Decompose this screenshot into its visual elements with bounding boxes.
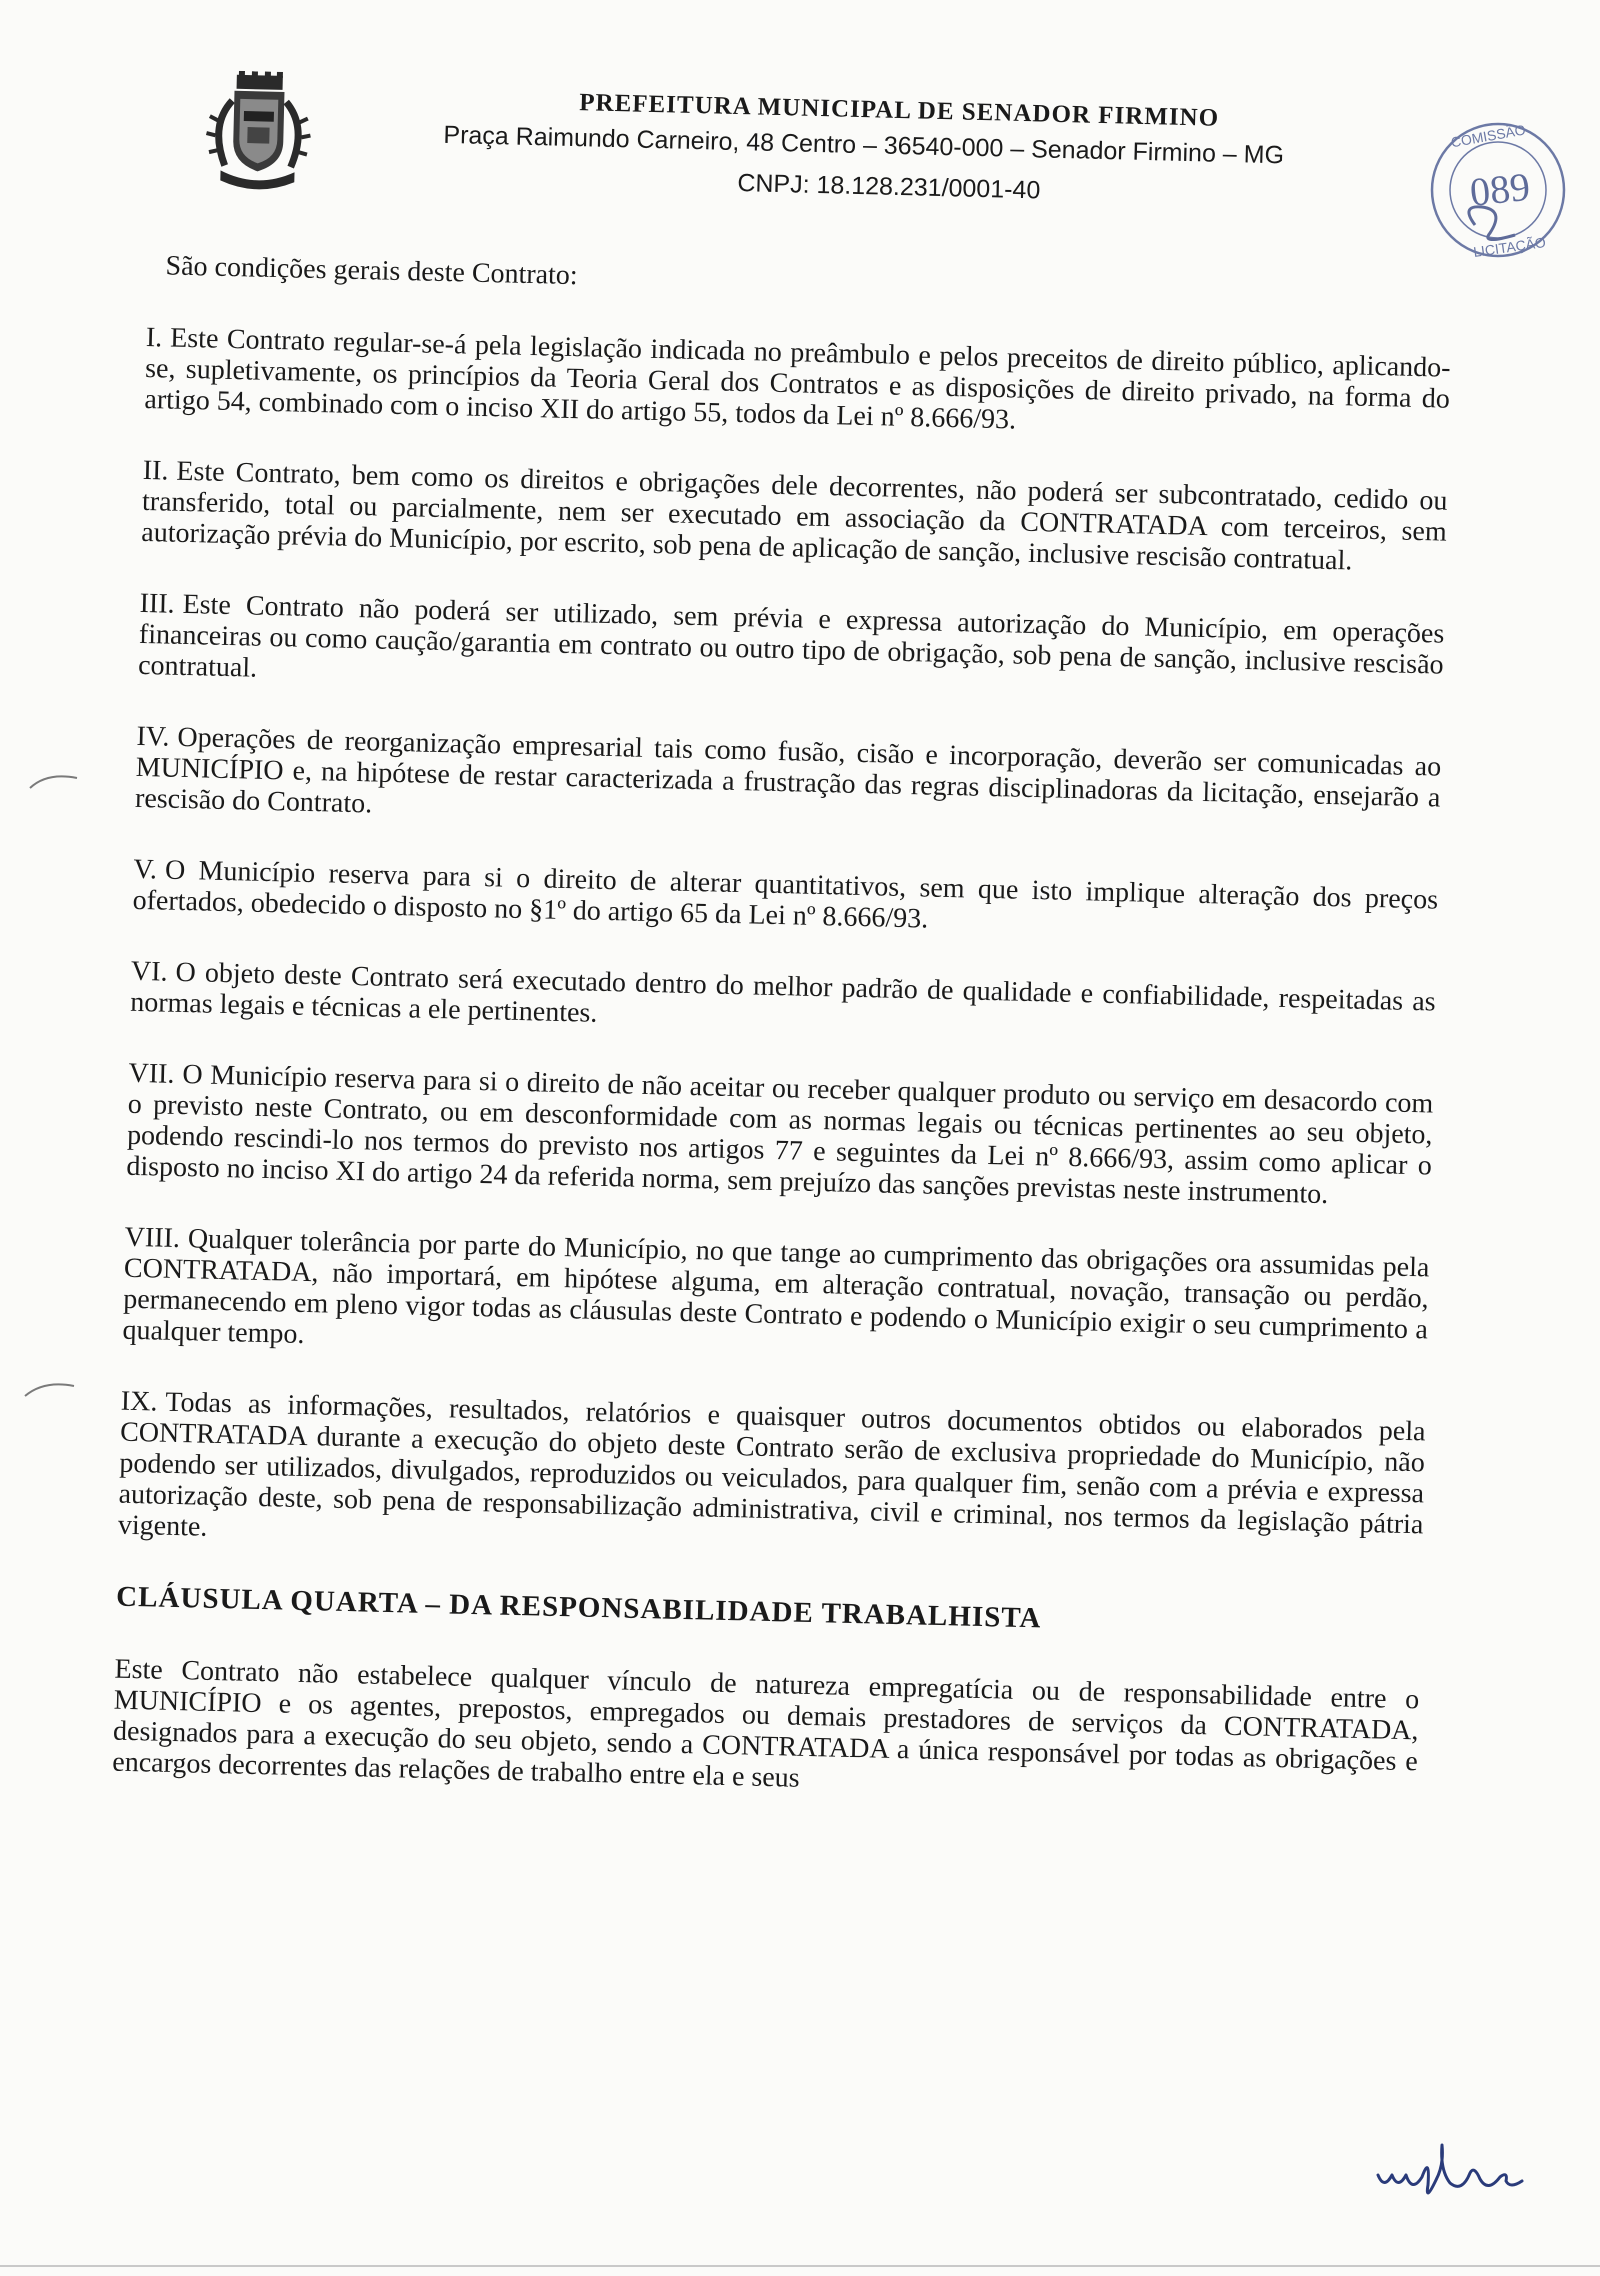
page-number-stamp [1420,95,1575,285]
section-paragraph: Este Contrato não estabelece qualquer vínculo de natureza empregatícia ou de responsabilidade entre o MUNICÍPIO e os agentes, prepostos, empregados ou demais prestadores de serviços da CONTRATADA, designados para a execução do seu objeto, sendo a CONTRATADA a única responsável por todas as obrigações e encargos decorrentes das relações de trabalho entre ela e seus [112,1653,1420,1794]
clause-text: O objeto deste Contrato será executado dentro do melhor padrão de qualidade e confiabilidade, respeitadas as normas legais e técnicas a ele pertinentes. [129,956,1437,1029]
margin-mark-icon [20,1370,80,1410]
letterhead-title: PREFEITURA MUNICIPAL DE SENADOR FIRMINO [578,89,1220,132]
clause-text: Todas as informações, resultados, relatórios e quaisquer outros documentos obtidos ou elaborados pela CONTRATADA durante a execução do objeto deste Contrato serão de exclusiva propriedade do Município, não podendo ser utilizados, divulgados, reproduzidos ou veiculados, para qualquer fim, senão com a prévia e expressa autorização deste, sob pena de responsabilização administrativa, civil e criminal, nos termos da legislação pátria vigente. [117,1386,1426,1543]
clause-text: Este Contrato regular-se-á pela legislação indicada no preâmbulo e pelos preceitos de direito público, aplicando-se, supletivamente, os princípios da Teoria Geral dos Contratos e as disposições de direito privado, na forma do artigo 54, combinado com o inciso XII do artigo 55, todos da Lei nº 8.666/93. [144,322,1451,436]
margin-mark-icon [25,760,85,800]
clause-ix [118,1386,1426,1572]
clause-v [132,854,1438,947]
page-bottom-edge [0,2265,1600,2267]
stamp-page-number: 089 [1467,163,1533,215]
municipal-coat-of-arms-icon [202,70,315,193]
clause-number: IX. [120,1385,158,1418]
clause-number: V. [133,853,158,886]
clause-iii [138,588,1445,712]
clause-iv [135,721,1442,845]
clause-text: Este Contrato, bem como os direitos e obrigações dele decorrentes, não poderá ser subcontratado, cedido ou transferido, total ou parcialmente, nem ser executado em associação da CONTRATADA com terceiros, sem autorização prévia do Município, por escrito, sob pena de aplicação de sanção, inclusive rescisão contratual. [140,455,1448,577]
handwritten-initials-icon [1370,2135,1530,2205]
clause-vi [130,956,1436,1049]
clause-ii [141,455,1448,579]
clause-i [144,322,1451,446]
clause-text: O Município reserva para si o direito de alterar quantitativos, sem que isto implique alteração dos preços ofertados, obedecido o disposto no §1º do artigo 65 da Lei nº 8.666/93. [132,854,1439,935]
clause-number: VIII. [124,1221,181,1255]
stamp-bottom-text: LICITAÇÃO [1472,233,1547,260]
clause-number: II. [142,454,169,487]
clause-number: VII. [128,1057,175,1090]
clause-number: I. [145,321,163,354]
clause-number: III. [139,587,176,620]
clause-number: VI. [130,955,168,988]
letterhead-address: Praça Raimundo Carneiro, 48 Centro – 36540-000 – Senador Firmino – MG [443,120,1285,170]
clause-text: Qualquer tolerância por parte do Município, no que tange ao cumprimento das obrigações ora assumidas pela CONTRATADA, não importará, em hipótese alguma, em alteração contratual, novação, transação ou perdão, permanecendo em pleno vigor todas as cláusulas deste Contrato e podendo o Município exigir o seu cumprimento a qualquer tempo. [122,1223,1430,1350]
clause-vii [126,1058,1434,1213]
clause-viii [122,1222,1430,1377]
clause-number: IV. [136,720,170,753]
contract-body [111,250,1453,1848]
stamp-top-text: COMISSÃO [1449,121,1527,151]
section-heading: CLÁUSULA QUARTA – DA RESPONSABILIDADE TRABALHISTA [115,1580,1042,1635]
letterhead-cnpj: CNPJ: 18.128.231/0001-40 [737,169,1041,205]
clause-text: O Município reserva para si o direito de não aceitar ou receber qualquer produto ou serviço em desacordo com o previsto neste Contrato, ou em desconformidade com as normas legais ou técnicas pertinentes ao seu objeto, podendo rescindi-lo nos termos do previsto nos artigos 77 e seguintes da Lei nº 8.666/93, assim como aplicar o disposto no inciso XI do artigo 24 da referida norma, sem prejuízo das sanções previstas neste instrumento. [126,1059,1434,1211]
clause-text: Operações de reorganização empresarial tais como fusão, cisão e incorporação, deverão ser comunicadas ao MUNICÍPIO e, na hipótese de restar caracterizada a frustração das regras disciplinadoras da licitação, ensejarão a rescisão do Contrato. [134,721,1442,820]
clause-text: Este Contrato não poderá ser utilizado, sem prévia e expressa autorização do Município, em operações financeiras ou como caução/garantia em contrato ou outro tipo de obrigação, sob pena de sanção, inclusive rescisão contratual. [137,588,1445,684]
letterhead [201,70,1405,269]
general-conditions-intro: São condições gerais deste Contrato: [165,250,579,292]
